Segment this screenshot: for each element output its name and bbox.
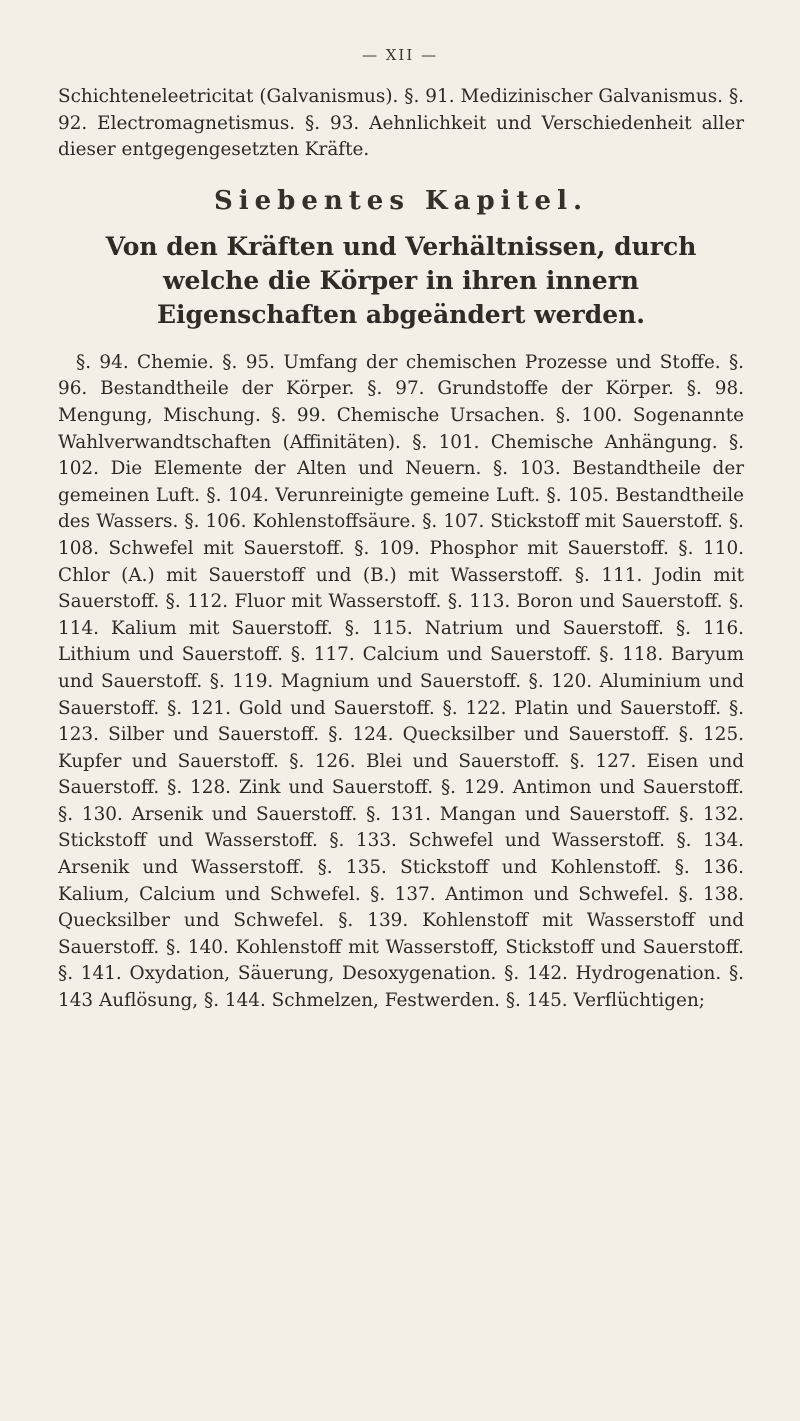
intro-paragraph: Schichteneleetricitat (Galvanismus). §. 91. Medizinischer Galvanismus. §. 92. Electromagnetismus. §. 93. Aehnlichkeit und Verschiedenheit aller dieser entgegengesetzten Kräfte. — [58, 86, 744, 161]
page-number: — XII — — [361, 46, 439, 64]
chapter-contents: §. 94. Chemie. §. 95. Umfang der chemischen Prozesse und Stoffe. §. 96. Bestandtheile der Körper. §. 97. Grundstoffe der Körper. §. 98. Mengung, Mischung. §. 99. Chemische Ursachen. §. 100. Sogenannte Wahlverwandtschaften (Affinitäten). §. 101. Chemische Anhängung. §. 102. Die Elemente der Alten und Neuern. §. 103. Bestandtheile der gemeinen Luft. §. 104. Verunreinigte gemeine Luft. §. 105. Bestandtheile des Wassers. §. 106. Kohlenstoffsäure. §. 107. Stickstoff mit Sauerstoff. §. 108. Schwefel mit Sauerstoff. §. 109. Phosphor mit Sauerstoff. §. 110. Chlor (A.) mit Sauerstoff und (B.) mit Wasserstoff. §. 111. Jodin mit Sauerstoff. §. 112. Fluor mit Wasserstoff. §. 113. Boron und Sauerstoff. §. 114. Kalium mit Sauerstoff. §. 115. Natrium und Sauerstoff. §. 116. Lithium und Sauerstoff. §. 117. Calcium und Sauerstoff. §. 118. Baryum und Sauerstoff. §. 119. Magnium und Sauerstoff. §. 120. Aluminium und Sauerstoff. §. 121. Gold und Sauerstoff. §. 122. Platin und Sauerstoff. §. 123. Silber und Sauerstoff. §. 124. Quecksilber und Sauerstoff. §. 125. Kupfer und Sauerstoff. §. 126. Blei und Sauerstoff. §. 127. Eisen und Sauerstoff. §. 128. Zink und Sauerstoff. §. 129. Antimon und Sauerstoff. §. 130. Arsenik und Sauerstoff. §. 131. Mangan und Sauerstoff. §. 132. Stickstoff und Wasserstoff. §. 133. Schwefel und Wasserstoff. §. 134. Arsenik und Wasserstoff. §. 135. Stickstoff und Kohlenstoff. §. 136. Kalium, Calcium und Schwefel. §. 137. Antimon und Schwefel. §. 138. Quecksilber und Schwefel. §. 139. Kohlenstoff mit Wasserstoff und Sauerstoff. §. 140. Kohlenstoff mit Wasserstoff, Stickstoff und Sauerstoff. §. 141. Oxydation, Säuerung, Desoxygenation. §. 142. Hydrogenation. §. 143 Auflösung, §. 144. Schmelzen, Festwerden. §. 145. Verflüchtigen; — [58, 351, 744, 1012]
chapter-title: Von den Kräften und Verhältnissen, durch welche die Körper in ihren innern Eigenschaften abgeändert werden. — [105, 231, 697, 329]
chapter-heading: Siebentes Kapitel. — [213, 185, 589, 216]
